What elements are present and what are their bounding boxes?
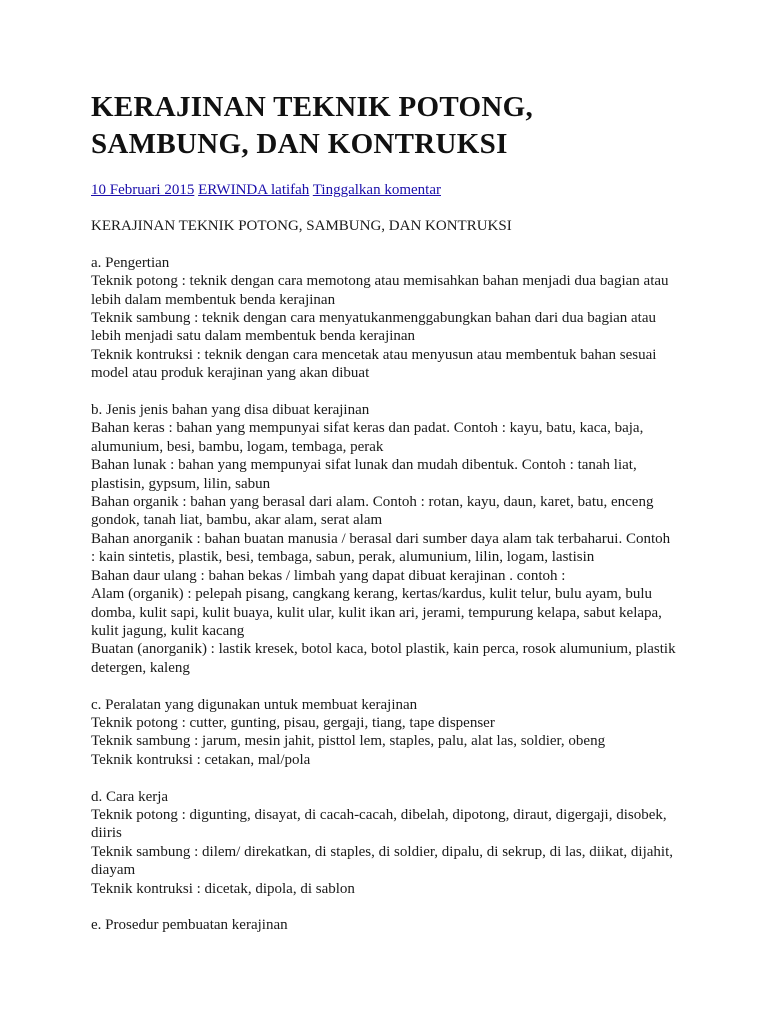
paragraph-gap [91, 383, 691, 401]
section-d-line: Teknik sambung : dilem/ direkatkan, di staples, di soldier, dipalu, di sekrup, di las, diikat, dijahit, [91, 843, 674, 860]
section-a-line: Teknik potong : teknik dengan cara memotong atau memisahkan bahan menjadi dua bagian atau [91, 273, 669, 290]
section-b-line: Bahan keras : bahan yang mempunyai sifat keras dan padat. Contoh : kayu, batu, kaca, baja, [91, 420, 644, 437]
section-d-line: Teknik kontruksi : dicetak, dipola, di sablon [91, 880, 355, 897]
section-a-title: a. Pengertian [91, 254, 170, 271]
section-b-line: detergen, kaleng [91, 659, 190, 676]
section-d-title: d. Cara kerja [91, 788, 169, 805]
paragraph-gap [91, 677, 691, 695]
post-meta [91, 180, 441, 200]
section-b-line: gondok, tanah liat, bambu, akar alam, serat alam [91, 512, 383, 529]
section-c-line: Teknik sambung : jarum, mesin jahit, pisttol lem, staples, palu, alat las, soldier, obeng [91, 733, 606, 750]
section-b-line: : kain sintetis, plastik, besi, tembaga, sabun, perak, alumunium, lilin, logam, lastisin [91, 549, 595, 566]
section-b-line: plastisin, gypsum, lilin, sabun [91, 475, 271, 492]
section-b-line: Alam (organik) : pelepah pisang, cangkang kerang, kertas/kardus, kulit telur, bulu ayam, bulu [91, 586, 653, 603]
section-a-line: Teknik sambung : teknik dengan cara menyatukanmenggabungkan bahan dari dua bagian atau [91, 310, 657, 327]
section-b-line: Buatan (anorganik) : lastik kresek, botol kaca, botol plastik, kain perca, rosok alumunium, plastik [91, 641, 676, 658]
section-a-line: Teknik kontruksi : teknik dengan cara mencetak atau menyusun atau membentuk bahan sesuai [91, 346, 657, 363]
section-d-line: diiris [91, 825, 122, 842]
section-b-line: kulit jagung, kulit kacang [91, 622, 245, 639]
content-heading: KERAJINAN TEKNIK POTONG, SAMBUNG, DAN KONTRUKSI [91, 218, 512, 234]
section-b-line: alumunium, besi, bambu, logam, tembaga, perak [91, 438, 384, 455]
section-a-line: lebih menjadi satu dalam membentuk benda kerajinan [91, 328, 416, 345]
paragraph-gap [91, 235, 691, 253]
section-c-line: Teknik kontruksi : cetakan, mal/pola [91, 751, 311, 768]
section-b-title: b. Jenis jenis bahan yang disa dibuat kerajinan [91, 402, 370, 419]
section-d-line: diayam [91, 862, 136, 879]
section-c-title: c. Peralatan yang digunakan untuk membuat kerajinan [91, 696, 418, 713]
page-title: KERAJINAN TEKNIK POTONG, SAMBUNG, DAN KONTRUKSI [91, 91, 534, 160]
paragraph-gap [91, 898, 691, 916]
section-b-line: domba, kulit sapi, kulit buaya, kulit ular, kulit ikan ari, jerami, tempurung kelapa, sabut kelapa, [91, 604, 662, 621]
section-b-line: Bahan anorganik : bahan buatan manusia / berasal dari sumber daya alam tak terbaharui. Contoh [91, 530, 671, 547]
section-a-line: lebih dalam membentuk benda kerajinan [91, 291, 336, 308]
paragraph-gap [91, 769, 691, 787]
section-b-line: Bahan daur ulang : bahan bekas / limbah yang dapat dibuat kerajinan . contoh : [91, 567, 566, 584]
author-link[interactable]: ERWINDA latifah [198, 182, 310, 198]
article-body [91, 217, 691, 935]
section-a-line: model atau produk kerajinan yang akan dibuat [91, 365, 370, 382]
section-c-line: Teknik potong : cutter, gunting, pisau, gergaji, tiang, tape dispenser [91, 714, 495, 731]
leave-comment-link[interactable]: Tinggalkan komentar [312, 182, 441, 198]
section-b-line: Bahan lunak : bahan yang mempunyai sifat lunak dan mudah dibentuk. Contoh : tanah liat, [91, 457, 637, 474]
section-b-line: Bahan organik : bahan yang berasal dari alam. Contoh : rotan, kayu, daun, karet, batu, enceng [91, 494, 654, 511]
section-e-title: e. Prosedur pembuatan kerajinan [91, 917, 288, 934]
post-date-link[interactable]: 10 Februari 2015 [91, 182, 195, 198]
section-d-line: Teknik potong : digunting, disayat, di cacah-cacah, dibelah, dipotong, diraut, digergaji, disobek, [91, 806, 667, 823]
